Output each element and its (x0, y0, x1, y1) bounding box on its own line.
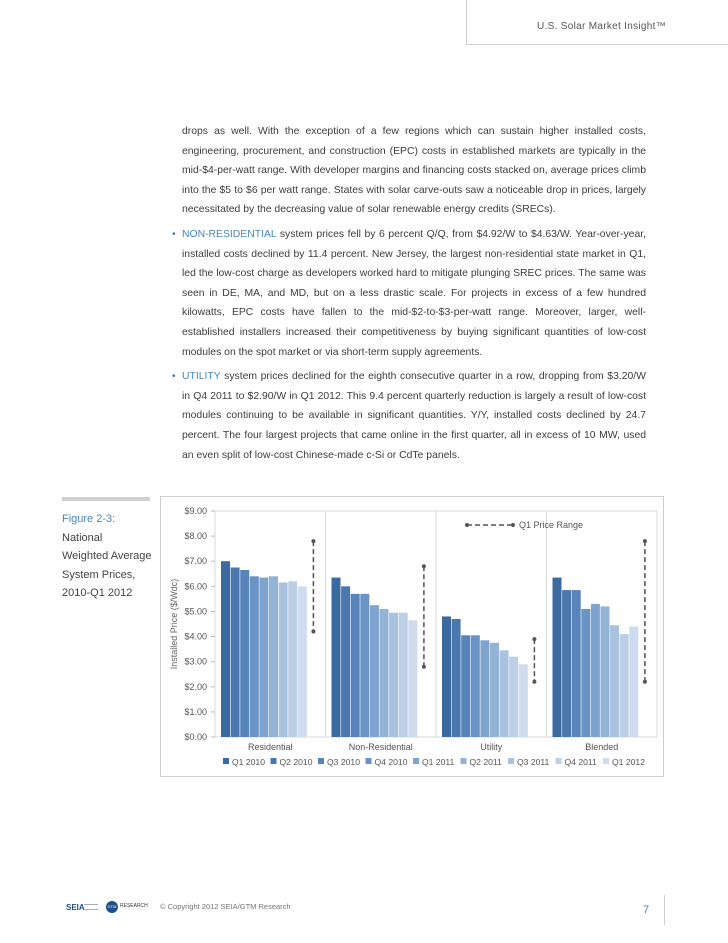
bullet-text: system prices declined for the eighth consecutive quarter in a row, dropping from $3.20/W in Q4 2011 to $2.90/W in Q1 2012. This 9.4 percent quarterly reduction is largely a result of low-cost modules continuing to be available in significant quantities. Y/Y, installed costs declined by 24.7 percent. The four largest projects that came online in the first quarter, all in excess of 10 MW, used an even split of low-cost Chinese-made c-Si or CdTe panels. (182, 371, 646, 461)
legend-label: Q4 2010 (374, 757, 408, 767)
y-tick-label: $6.00 (184, 581, 207, 592)
price-range-min-dot (532, 680, 536, 684)
legend-swatch (366, 758, 372, 764)
legend-swatch (223, 758, 229, 764)
legend-label: Q1 2010 (232, 757, 265, 767)
bullet-utility (164, 367, 646, 465)
legend-label: Q1 2012 (612, 757, 645, 767)
header-divider (466, 0, 467, 44)
bar (221, 561, 230, 737)
legend-swatch (271, 758, 277, 764)
bar (553, 578, 562, 737)
bar (408, 620, 417, 737)
price-range-max-dot (532, 637, 536, 641)
bar (581, 609, 590, 737)
bar (500, 650, 509, 737)
price-range-min-dot (422, 665, 426, 669)
bullet-glyph: • (172, 371, 176, 383)
bar-chart (161, 497, 665, 778)
figure-title-line: 2010-Q1 2012 (62, 587, 133, 599)
y-tick-label: $2.00 (184, 681, 207, 692)
keyword-utility: UTILITY (182, 371, 221, 383)
bar (490, 643, 499, 737)
bar (332, 578, 341, 737)
y-tick-label: $1.00 (184, 706, 207, 717)
bullet-glyph: • (172, 228, 176, 240)
legend-price-range-label: Q1 Price Range (519, 520, 584, 530)
legend-label: Q2 2011 (469, 757, 502, 767)
bar (601, 606, 610, 737)
category-label: Residential (247, 742, 293, 752)
legend-label: Q2 2010 (279, 757, 313, 767)
bullet-text: system prices fell by 6 percent Q/Q, from $4.92/W to $4.63/W. Year-over-year, installed costs declined by 11.4 percent. New Jersey, the largest non-residential state market in Q1, led the low-cost charge as developers worked hard to mitigate plunging SREC prices. The same was seen in DE, MA, and MD, but on a less drastic scale. For projects in excess of a few hundred kilowatts, EPC costs have fallen to the mid-$2-to-$3-per-watt range. Moreover, larger, well-established installers increased their competitiveness by buying significant quantities of low-cost modules on the spot market or via short-term supply agreements. (182, 228, 646, 358)
bar (591, 604, 600, 737)
legend-label: Q3 2011 (517, 757, 550, 767)
chart-container (160, 496, 664, 777)
bar (298, 586, 307, 737)
bar (360, 594, 369, 737)
bar (250, 576, 259, 737)
y-tick-label: $0.00 (184, 732, 207, 742)
category-label: Utility (480, 742, 503, 752)
keyword-non-residential: NON-RESIDENTIAL (182, 228, 277, 240)
figure-title-line: System Prices, (62, 568, 136, 581)
bar (341, 586, 350, 737)
figure-rule (62, 497, 150, 501)
price-range-max-dot (311, 539, 315, 543)
bar (572, 590, 581, 737)
price-range-min-dot (643, 680, 647, 684)
body-text (164, 122, 646, 465)
bar (629, 627, 638, 737)
y-tick-label: $7.00 (184, 556, 207, 567)
page-number: 7 (643, 904, 650, 916)
price-range-max-dot (643, 539, 647, 543)
bar (351, 594, 360, 737)
figure-number: Figure 2-3: (62, 513, 116, 525)
bar (519, 664, 528, 737)
gtm-logo-text: RESEARCH (120, 903, 148, 909)
legend-price-range-dot (465, 523, 469, 527)
figure-caption (62, 510, 162, 603)
bar (461, 635, 470, 737)
bar (240, 570, 249, 737)
legend-label: Q1 2011 (422, 757, 455, 767)
bar (620, 634, 629, 737)
bar (480, 640, 489, 737)
bar (259, 578, 268, 737)
header-title: U.S. Solar Market Insight™ (537, 21, 666, 32)
bar (389, 613, 398, 737)
legend-swatch (508, 758, 514, 764)
bar (288, 581, 297, 737)
legend-swatch (556, 758, 562, 764)
legend-swatch (413, 758, 419, 764)
category-label: Non-Residential (348, 742, 413, 752)
bar (231, 568, 240, 738)
legend-swatch (318, 758, 324, 764)
y-tick-label: $3.00 (184, 656, 207, 667)
price-range-min-dot (311, 630, 315, 634)
category-label: Blended (585, 742, 619, 752)
price-range-max-dot (422, 564, 426, 568)
y-tick-label: $8.00 (184, 531, 207, 542)
seia-logo: SEIA (66, 903, 85, 912)
legend-label: Q4 2011 (564, 757, 597, 767)
bar (452, 619, 461, 737)
bar (269, 576, 278, 737)
legend-swatch (603, 758, 609, 764)
bar (279, 583, 288, 737)
bar (380, 609, 389, 737)
legend-price-range-dot (511, 523, 515, 527)
page-number-divider (664, 895, 665, 925)
legend-label: Q3 2010 (327, 757, 360, 767)
y-axis-label: Installed Price ($/Wdc) (169, 578, 179, 670)
gtm-logo: GTM (106, 901, 118, 913)
y-tick-label: $9.00 (184, 506, 207, 516)
bar (562, 590, 571, 737)
bar (399, 613, 408, 737)
bar (509, 657, 518, 737)
legend-swatch (461, 758, 467, 764)
figure-title-line: Weighted Average (62, 550, 152, 562)
bar (442, 616, 451, 737)
paragraph: drops as well. With the exception of a few regions which can sustain higher installed costs, engineering, procurement, and construction (EPC) costs in established markets are typically in the mid-$4-per-watt range. With developer margins and financing costs stacked on, average prices climb into the $5 to $6 per watt range. States with solar carve-outs saw a noticeable drop in prices, largely necessitated by the decreasing value of solar renewable energy credits (SRECs). (182, 126, 646, 216)
bullet-non-residential (164, 225, 646, 362)
header-underline (466, 44, 728, 45)
copyright: © Copyright 2012 SEIA/GTM Research (160, 902, 291, 911)
bar (471, 635, 480, 737)
bar (370, 605, 379, 737)
figure-title-line: National (62, 531, 103, 544)
bar (610, 625, 619, 737)
y-tick-label: $4.00 (184, 631, 207, 642)
footer-logos (62, 898, 148, 920)
y-tick-label: $5.00 (184, 606, 207, 617)
seia-logo-lines (84, 904, 98, 910)
